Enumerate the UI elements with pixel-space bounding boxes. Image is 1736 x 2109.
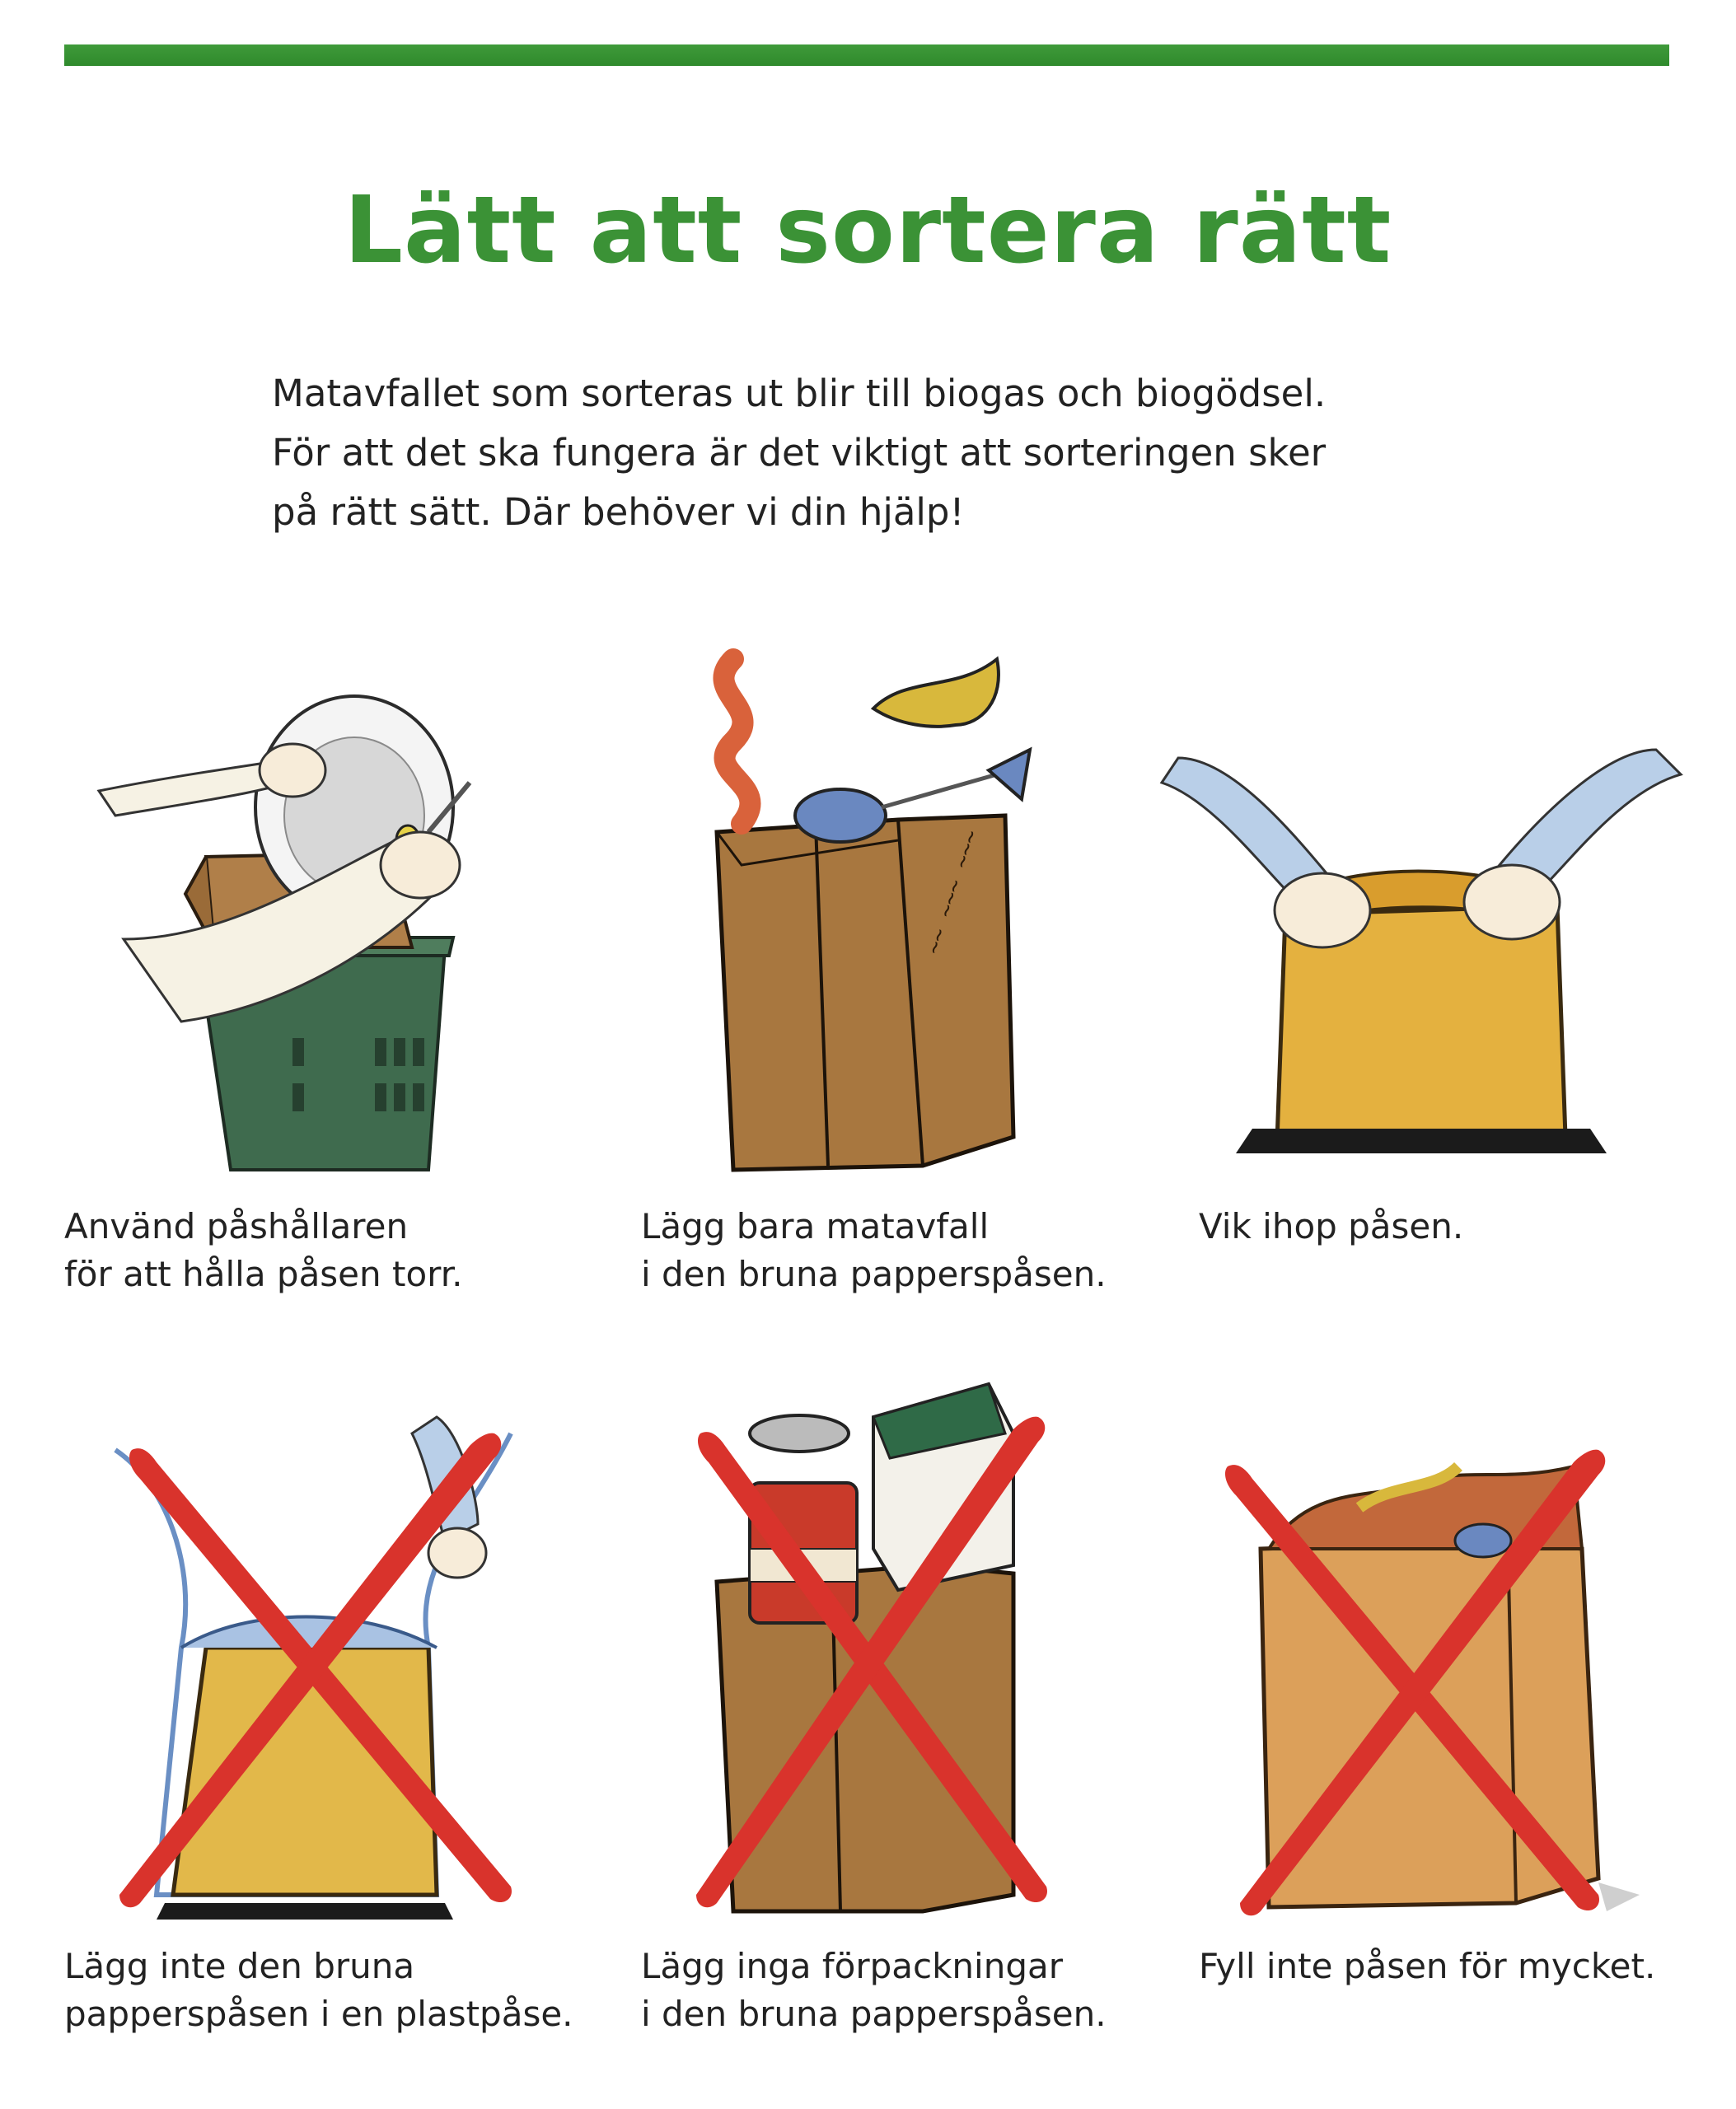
step-1-illustration xyxy=(82,676,544,1186)
step-5-caption xyxy=(641,1943,1107,2038)
overfilled-paper-bag-illustration xyxy=(1211,1433,1640,1928)
intro-text xyxy=(272,364,1508,542)
header-green-bar xyxy=(64,44,1669,66)
folding-bag-illustration xyxy=(1145,725,1689,1186)
caption-line: Fyll inte påsen för mycket. xyxy=(1199,1946,1656,1986)
caption-line: Lägg bara matavfall xyxy=(641,1206,990,1246)
step-1-caption xyxy=(64,1203,462,1298)
caption-line: i den bruna papperspåsen. xyxy=(641,1994,1107,2034)
caption-line: Använd påshållaren xyxy=(64,1206,409,1246)
svg-text:~~ ~~~ ~~~: ~~ ~~~ ~~~ xyxy=(921,827,985,958)
step-5-illustration xyxy=(684,1384,1063,1928)
step-6-caption xyxy=(1199,1943,1655,1990)
caption-line: för att hålla påsen torr. xyxy=(64,1254,463,1294)
step-2-illustration xyxy=(684,626,1063,1186)
intro-line: För att det ska fungera är det viktigt att sorteringen sker xyxy=(272,431,1327,475)
plate-scraping-into-bag-holder-illustration xyxy=(82,676,544,1186)
step-6-illustration xyxy=(1211,1433,1640,1928)
step-4-caption xyxy=(64,1943,573,2038)
step-3-illustration xyxy=(1145,725,1689,1186)
paper-bag-in-plastic-bag-illustration xyxy=(82,1401,544,1928)
step-4-illustration xyxy=(82,1401,544,1928)
caption-line: Vik ihop påsen. xyxy=(1199,1206,1464,1246)
step-2-caption xyxy=(641,1203,1107,1298)
packaging-in-paper-bag-illustration xyxy=(684,1384,1063,1928)
intro-line: Matavfallet som sorteras ut blir till biogas och biogödsel. xyxy=(272,372,1327,415)
caption-line: i den bruna papperspåsen. xyxy=(641,1254,1107,1294)
food-waste-into-paper-bag-illustration xyxy=(684,626,1063,1186)
caption-line: Lägg inte den bruna xyxy=(64,1946,415,1986)
caption-line: papperspåsen i en plastpåse. xyxy=(64,1994,573,2034)
intro-line: på rätt sätt. Där behöver vi din hjälp! xyxy=(272,490,965,534)
page-title: Lätt att sortera rätt xyxy=(344,177,1392,284)
caption-line: Lägg inga förpackningar xyxy=(641,1946,1063,1986)
step-3-caption xyxy=(1199,1203,1463,1251)
